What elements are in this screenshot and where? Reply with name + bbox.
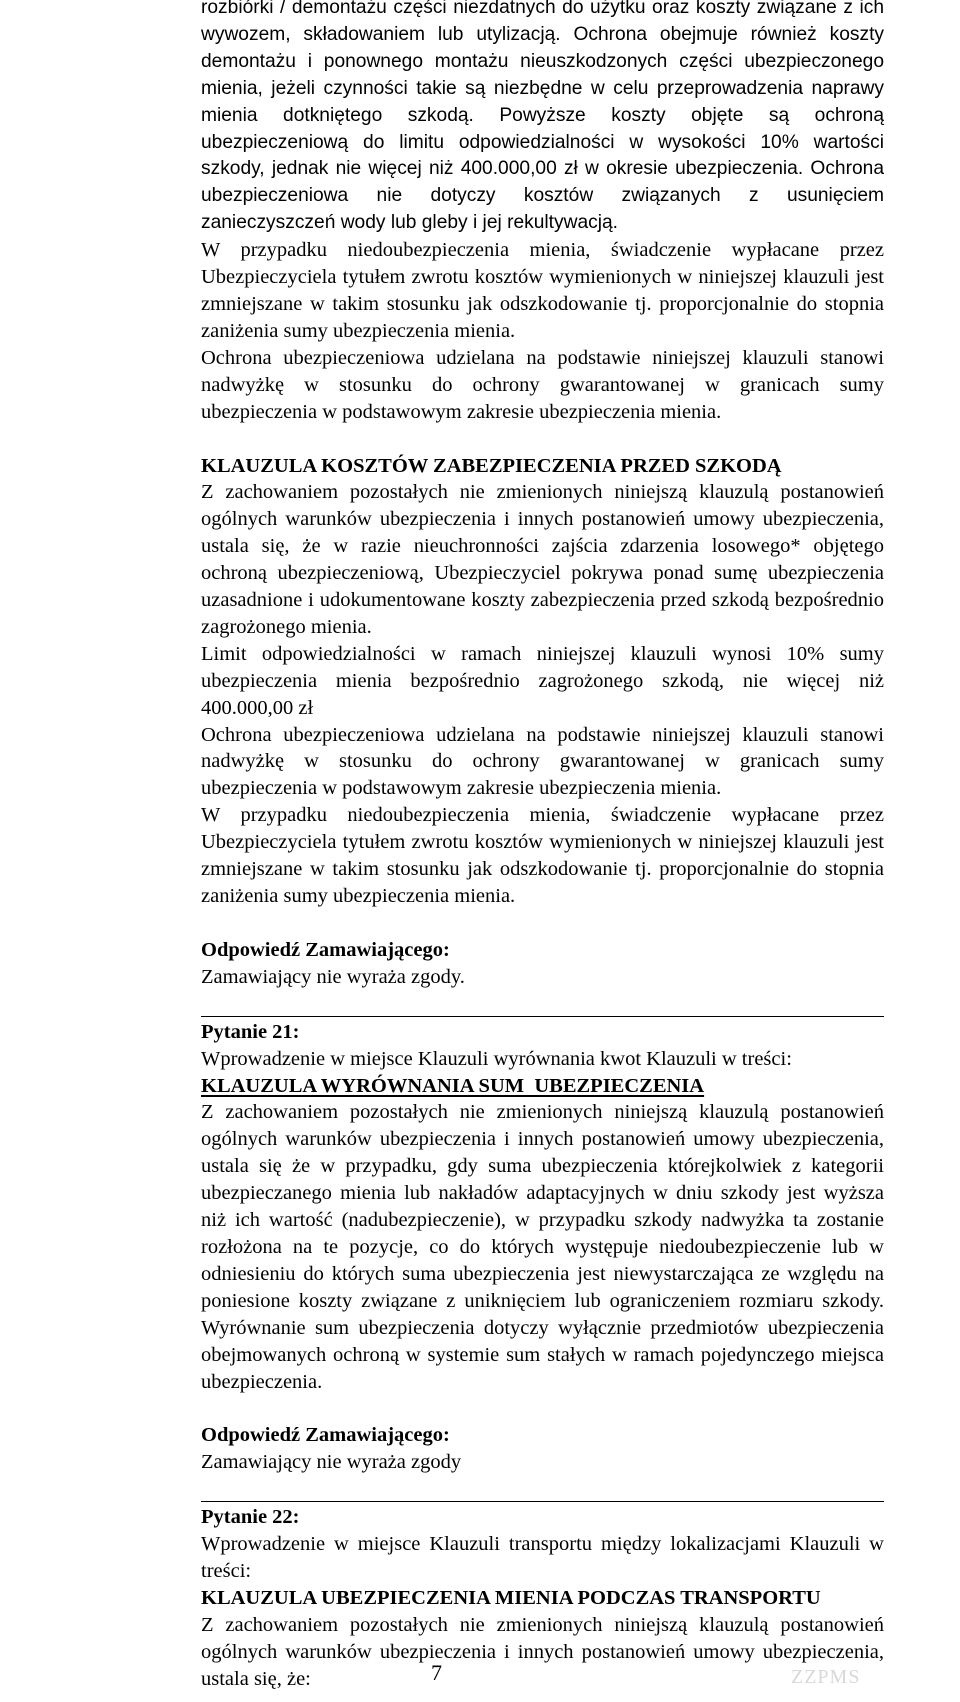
clause-heading-sums: KLAUZULA WYRÓWNANIA SUM UBEZPIECZENIA (201, 1074, 705, 1097)
question-label: Pytanie 21: (201, 1020, 300, 1043)
answer-label: Odpowiedź Zamawiającego: (201, 1424, 450, 1447)
clause-heading-costs: KLAUZULA KOSZTÓW ZABEZPIECZENIA PRZED SZKODĄ (201, 454, 782, 477)
clause-costs-p4: W przypadku niedoubezpieczenia mienia, świadczenie wypłacane przez Ubezpieczyciela tytułem zwrotu kosztów wymienionych w niniejszej klauzuli jest zmniejszane w takim stosunku jak odszkodowanie tj. proporcjonalnie do stopnia zaniżenia sumy ubezpieczenia mienia. (201, 804, 884, 907)
clause-costs-p2: Limit odpowiedzialności w ramach niniejszej klauzuli wynosi 10% sumy ubezpieczenia mienia bezpośrednio zagrożonego szkodą, nie więcej niż 400.000,00 zł (201, 642, 884, 719)
clause-costs-p3: Ochrona ubezpieczeniowa udzielana na podstawie niniejszej klauzuli stanowi nadwyżkę w stosunku do ochrony gwarantowanej w granicach sumy ubezpieczenia w podstawowym zakresie ubezpieczenia mienia. (201, 723, 884, 800)
excess-protection-paragraph: Ochrona ubezpieczeniowa udzielana na podstawie niniejszej klauzuli stanowi nadwyżkę w stosunku do ochrony gwarantowanej w granicach sumy ubezpieczenia w podstawowym zakresie ubezpieczenia mienia. (201, 346, 884, 423)
top-section (201, 0, 884, 1693)
question-intro: Wprowadzenie w miejsce Klauzuli wyrównania kwot Klauzuli w treści: (201, 1047, 792, 1070)
footer-watermark: ZZPMS (791, 1666, 861, 1688)
continued-paragraph: rozbiórki / demontażu części niezdatnych do użytku oraz koszty związane z ich wywozem, składowaniem lub utylizacją. Ochrona obejmuje również koszty demontażu i ponownego montażu nieuszkodzonych części ubezpieczonego mienia, jeżeli czynności takie są niezbędne w celu przeprowadzenia naprawy mienia dotkniętego szkodą. Powyższe koszty objęte są ochroną ubezpieczeniową do limitu odpowiedzialności w wysokości 10% wartości szkody, jednak nie więcej niż 400.000,00 zł w okresie ubezpieczenia. Ochrona ubezpieczeniowa nie dotyczy kosztów związanych z usunięciem zanieczyszczeń wody lub gleby i jej rekultywacją. (201, 0, 884, 234)
clause-transport-p1: Z zachowaniem pozostałych nie zmienionych niniejszą klauzulą postanowień ogólnych warunków ubezpieczenia i innych postanowień umowy ubezpieczenia, ustala się, że: (201, 1613, 884, 1690)
question-intro: Wprowadzenie w miejsce Klauzuli transportu między lokalizacjami Klauzuli w treści: (201, 1533, 884, 1583)
answer-label: Odpowiedź Zamawiającego: (201, 938, 450, 961)
clause-sums-p1: Z zachowaniem pozostałych nie zmienionych niniejszą klauzulą postanowień ogólnych warunków ubezpieczenia i innych postanowień umowy ubezpieczenia, ustala się że w przypadku, gdy suma ubezpieczenia którejkolwiek z kategorii ubezpieczanego mienia lub nakładów adaptacyjnych w dniu szkody jest wyższa niż ich wartość (nadubezpieczenie), w przypadku szkody nadwyżka ta zostanie rozłożona na te pozycje, co do których występuje niedoubezpieczenie lub w odniesieniu do których suma ubezpieczenia jest niewystarczająca ze względu na poniesione koszty związane z uniknięciem lub ograniczeniem rozmiaru szkody. Wyrównanie sum ubezpieczenia dotyczy wyłącznie przedmiotów ubezpieczenia obejmowanych ochroną w systemie sum stałych w ramach pojedynczego miejsca ubezpieczenia. (201, 1101, 884, 1393)
section-divider (201, 1501, 884, 1502)
section-divider (201, 1016, 884, 1017)
question-label: Pytanie 22: (201, 1506, 300, 1529)
page-number: 7 (431, 1660, 442, 1685)
answer-text: Zamawiający nie wyraża zgody. (201, 965, 465, 988)
clause-costs-p1: Z zachowaniem pozostałych nie zmienionych niniejszą klauzulą postanowień ogólnych warunków ubezpieczenia i innych postanowień umowy ubezpieczenia, ustala się, że w razie nieuchronności zajścia zdarzenia losowego* objętego ochroną ubezpieczeniową, Ubezpieczyciel pokrywa ponad sumę ubezpieczenia uzasadnione i udokumentowane koszty zabezpieczenia przed szkodą bezpośrednio zagrożonego mienia. (201, 481, 884, 638)
answer-text: Zamawiający nie wyraża zgody (201, 1451, 462, 1474)
clause-heading-transport: KLAUZULA UBEZPIECZENIA MIENIA PODCZAS TRANSPORTU (201, 1586, 821, 1609)
underinsurance-paragraph: W przypadku niedoubezpieczenia mienia, świadczenie wypłacane przez Ubezpieczyciela tytułem zwrotu kosztów wymienionych w niniejszej klauzuli jest zmniejszane w takim stosunku jak odszkodowanie tj. proporcjonalnie do stopnia zaniżenia sumy ubezpieczenia mienia. (201, 239, 884, 342)
